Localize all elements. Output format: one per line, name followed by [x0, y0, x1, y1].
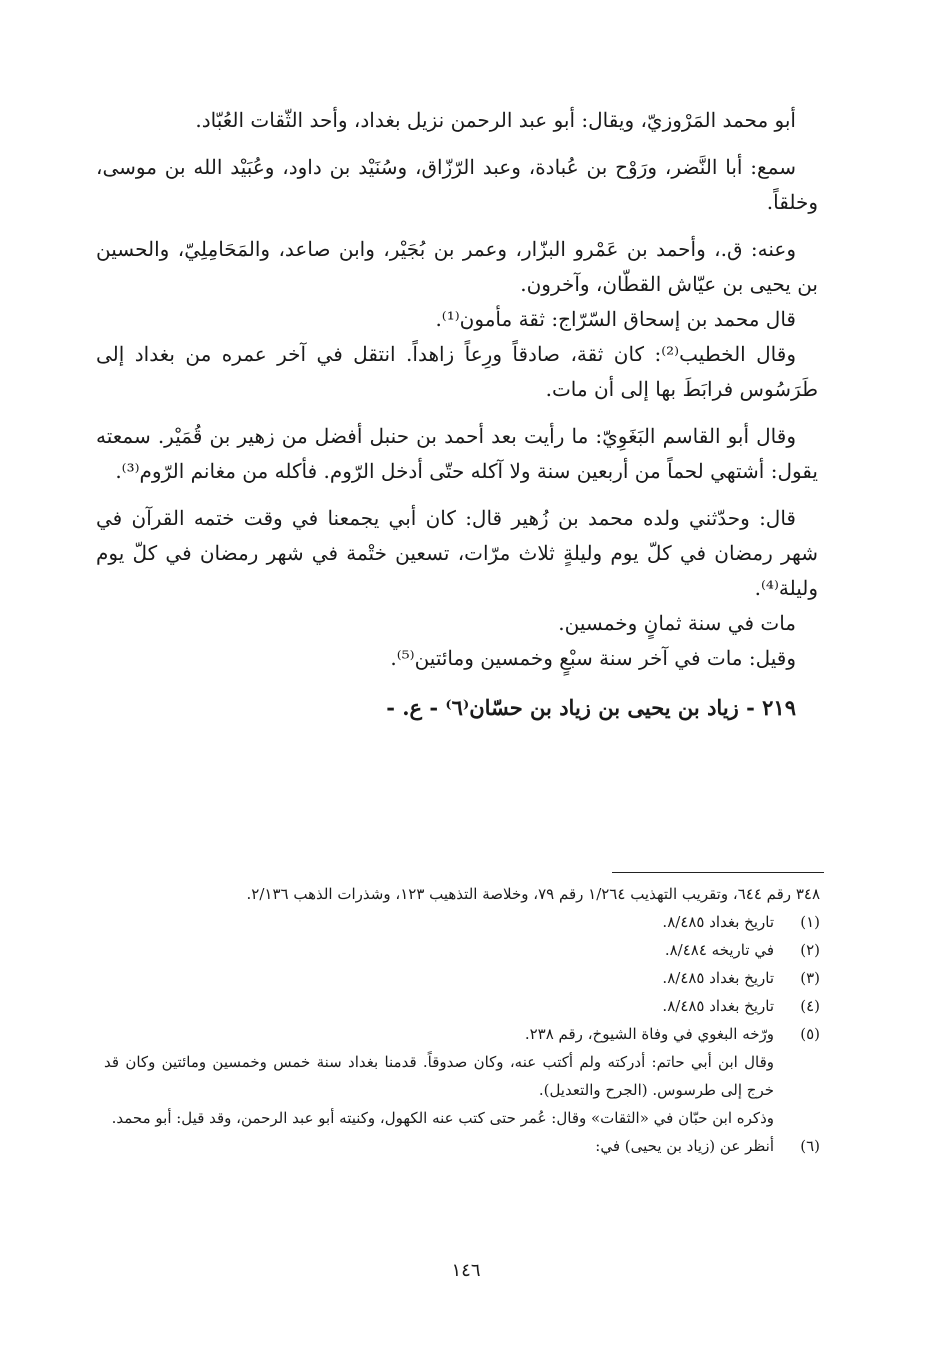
page-number: ١٤٦ — [451, 1260, 481, 1281]
footnote-5 — [104, 1020, 820, 1048]
footnote-3 — [104, 964, 820, 992]
footnote-continuation: وذكره ابن حبّان في «الثقات» وقال: عُمر حتى كتب عنه الكهول، وكنيته أبو عبد الرحمن، وقد قيل: أبو محمد. — [111, 1109, 774, 1127]
paragraph: وقال أبو القاسم البَغَوِيّ: ما رأيت بعد أحمد بن حنبل أفضل من زهير بن قُمَيْر. سمعته يقول: أشتهي لحماً من أربعين سنة ولا آكله حتّى أدخل الرّوم. فأكله من مغانم الرّوم⁽³⁾. — [96, 424, 818, 483]
paragraph: أبو محمد المَرْوزيّ، ويقال: أبو عبد الرحمن نزيل بغداد، وأحد الثّقات العُبّاد. — [195, 108, 796, 132]
footnote-text: أنظر عن (زياد بن يحيى) في: — [595, 1137, 774, 1155]
footnote-2 — [104, 936, 820, 964]
footnote-number: (٥) — [800, 1025, 820, 1043]
footnote-lead: ٣٤٨ رقم ٦٤٤، وتقريب التهذيب ١/٢٦٤ رقم ٧٩، وخلاصة التذهيب ١٢٣، وشذرات الذهب ٢/١٣٦. — [246, 885, 820, 903]
footnote-number: (٤) — [800, 997, 820, 1015]
paragraph: وقال الخطيب⁽²⁾: كان ثقة، صادقاً ورِعاً زاهداً. انتقل في آخر عمره من بغداد إلى طَرَسُوس فرابَطَ بها إلى أن مات. — [96, 342, 818, 401]
entry-heading: ٢١٩ - زياد بن يحيى بن زياد بن حسّان⁽٦⁾ - ع. - — [386, 695, 796, 720]
paragraph: قال محمد بن إسحاق السّرّاج: ثقة مأمون⁽¹⁾. — [435, 307, 796, 331]
footnote-number: (١) — [800, 913, 820, 931]
footnote-4 — [104, 992, 820, 1020]
footnote-number: (٣) — [800, 969, 820, 987]
footnote-text: ورّخه البغوي في وفاة الشيوخ، رقم ٢٣٨. — [524, 1025, 774, 1043]
footnote-number: (٢) — [800, 941, 820, 959]
footnotes — [104, 880, 820, 1160]
footnote-text: تاريخ بغداد ٨/٤٨٥. — [662, 969, 774, 987]
footnote-text: تاريخ بغداد ٨/٤٨٥. — [662, 913, 774, 931]
paragraph: قال: وحدّثني ولده محمد بن زُهير قال: كان أبي يجمعنا في وقت ختمه القرآن في شهر رمضان في كلّ يوم وليلةٍ ثلاث مرّات، تسعين ختْمة في شهر رمضان في كلّ يوم وليلة⁽⁴⁾. — [96, 506, 818, 600]
footnote-text: في تاريخه ٨/٤٨٤. — [664, 941, 774, 959]
footnote-continuation: وقال ابن أبي حاتم: أدركته ولم أكتب عنه، وكان صدوقاً. قدمنا بغداد سنة خمس وخمسين ومائتين وكان قد خرج إلى طرسوس. (الجرح والتعديل). — [104, 1053, 774, 1099]
paragraph: وعنه: ق.، وأحمد بن عَمْرو البزّار، وعمر بن بُجَيْر، وابن صاعد، والمَحَامِلِيّ، والحسين بن يحيى بن عيّاش القطّان، وآخرون. — [96, 237, 818, 296]
paragraph: مات في سنة ثمانٍ وخمسين. — [558, 611, 796, 635]
footnote-1 — [104, 908, 820, 936]
paragraph: وقيل: مات في آخر سنة سبْعٍ وخمسين ومائتين⁽⁵⁾. — [390, 646, 796, 670]
paragraph: سمع: أبا النَّضر، ورَوْح بن عُبادة، وعبد الرّزّاق، وسُنَيْد بن داود، وعُبَيْد الله بن موسى، وخلقاً. — [96, 155, 818, 214]
footnote-divider — [612, 872, 824, 873]
footnote-number: (٦) — [800, 1137, 820, 1155]
footnote-text: تاريخ بغداد ٨/٤٨٥. — [662, 997, 774, 1015]
main-text — [96, 103, 818, 725]
footnote-6 — [104, 1132, 820, 1160]
